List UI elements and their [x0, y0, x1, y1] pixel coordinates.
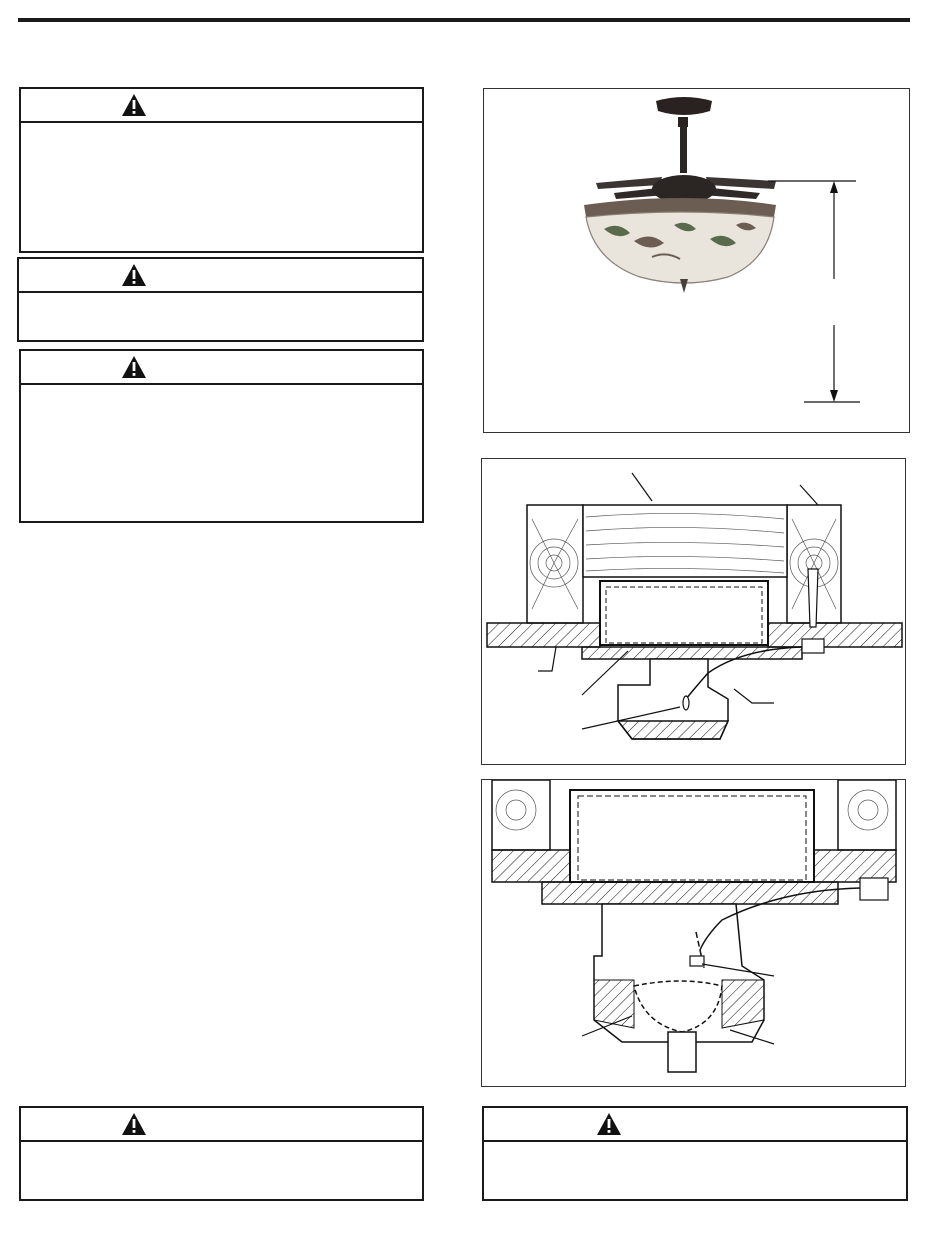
- warning-box-3: [19, 349, 424, 523]
- ceiling-fan-illustration: [484, 89, 910, 433]
- safety-cable-figure: [481, 779, 906, 1087]
- warning-triangle-icon: [121, 1112, 147, 1136]
- warning-header: [21, 89, 422, 123]
- warning-box-5: [482, 1106, 908, 1201]
- warning-box-4: [19, 1106, 424, 1201]
- warning-header: [21, 351, 422, 385]
- safety-cable-cross-section: [482, 780, 906, 1087]
- warning-header: [21, 1108, 422, 1142]
- warning-triangle-icon: [121, 263, 147, 287]
- header-rule: [18, 18, 910, 22]
- fan-height-figure: [483, 88, 910, 433]
- warning-header: [19, 259, 422, 293]
- mounting-cross-section: [482, 459, 906, 765]
- warning-box-2: [17, 257, 424, 342]
- warning-header: [484, 1108, 906, 1142]
- outlet-box-mounting-figure: [481, 458, 906, 765]
- warning-triangle-icon: [596, 1112, 622, 1136]
- warning-triangle-icon: [121, 93, 147, 117]
- warning-box-1: [19, 87, 424, 253]
- warning-triangle-icon: [121, 355, 147, 379]
